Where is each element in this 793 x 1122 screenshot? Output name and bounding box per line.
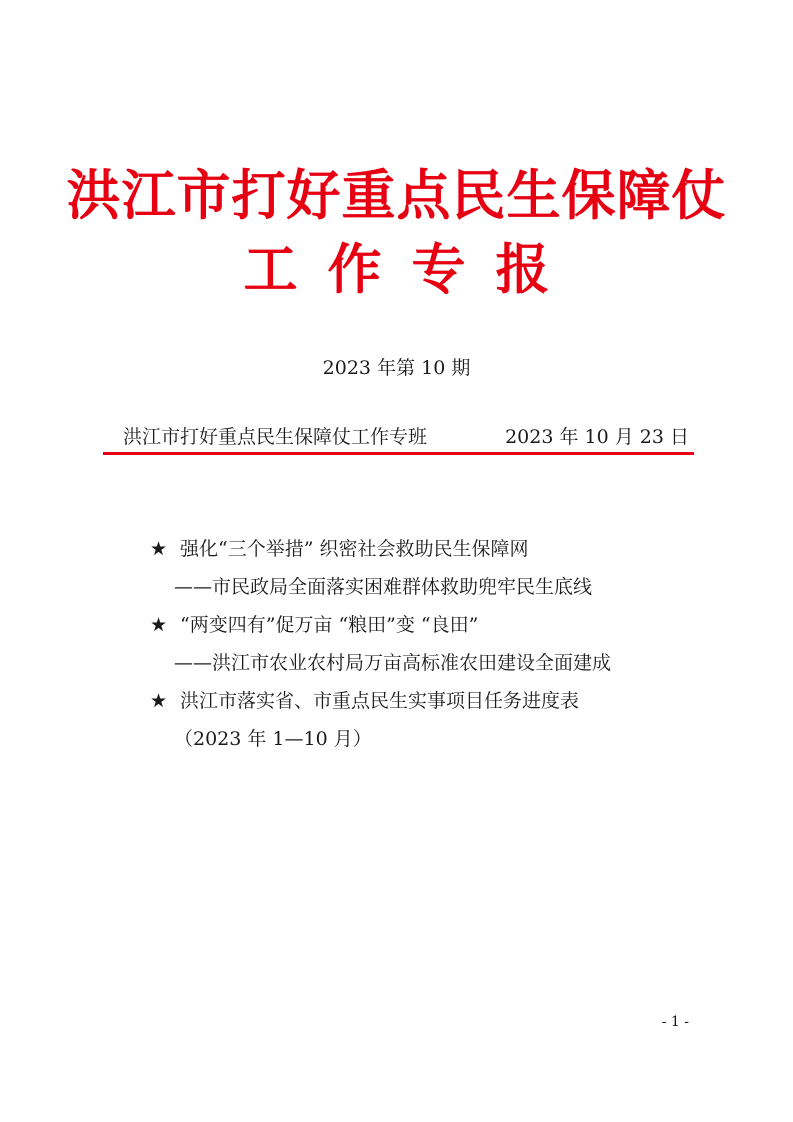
page-number: - 1 - (661, 1014, 689, 1030)
red-divider (103, 452, 694, 455)
report-title-line2: 工作专报 (243, 237, 580, 301)
star-icon: ★ (150, 538, 168, 560)
star-icon: ★ (150, 690, 168, 712)
toc-item (150, 606, 710, 682)
publish-date: 2023 年 10 月 23 日 (505, 426, 689, 448)
table-of-contents (150, 530, 710, 758)
toc-headline (150, 682, 710, 720)
toc-item (150, 530, 710, 606)
toc-headline (150, 530, 710, 568)
toc-item (150, 682, 710, 758)
toc-subline: （2023 年 1—10 月） (174, 728, 372, 750)
toc-subline: ——市民政局全面落实困难群体救助兜牢民生底线 (174, 576, 593, 598)
toc-subline: ——洪江市农业农村局万亩高标准农田建设全面建成 (174, 652, 612, 674)
issue-number: 2023 年第 10 期 (322, 357, 471, 379)
report-title-line1: 洪江市打好重点民生保障仗 (66, 163, 727, 227)
toc-headline-text: 强化“三个举措” 织密社会救助民生保障网 (180, 538, 529, 560)
masthead-info (123, 422, 689, 452)
star-icon: ★ (150, 614, 168, 636)
toc-headline (150, 606, 710, 644)
toc-headline-text: “两变四有”促万亩 “粮田”变 “良田” (180, 614, 479, 636)
organization-name: 洪江市打好重点民生保障仗工作专班 (123, 426, 428, 448)
toc-headline-text: 洪江市落实省、市重点民生实事项目任务进度表 (180, 690, 580, 712)
